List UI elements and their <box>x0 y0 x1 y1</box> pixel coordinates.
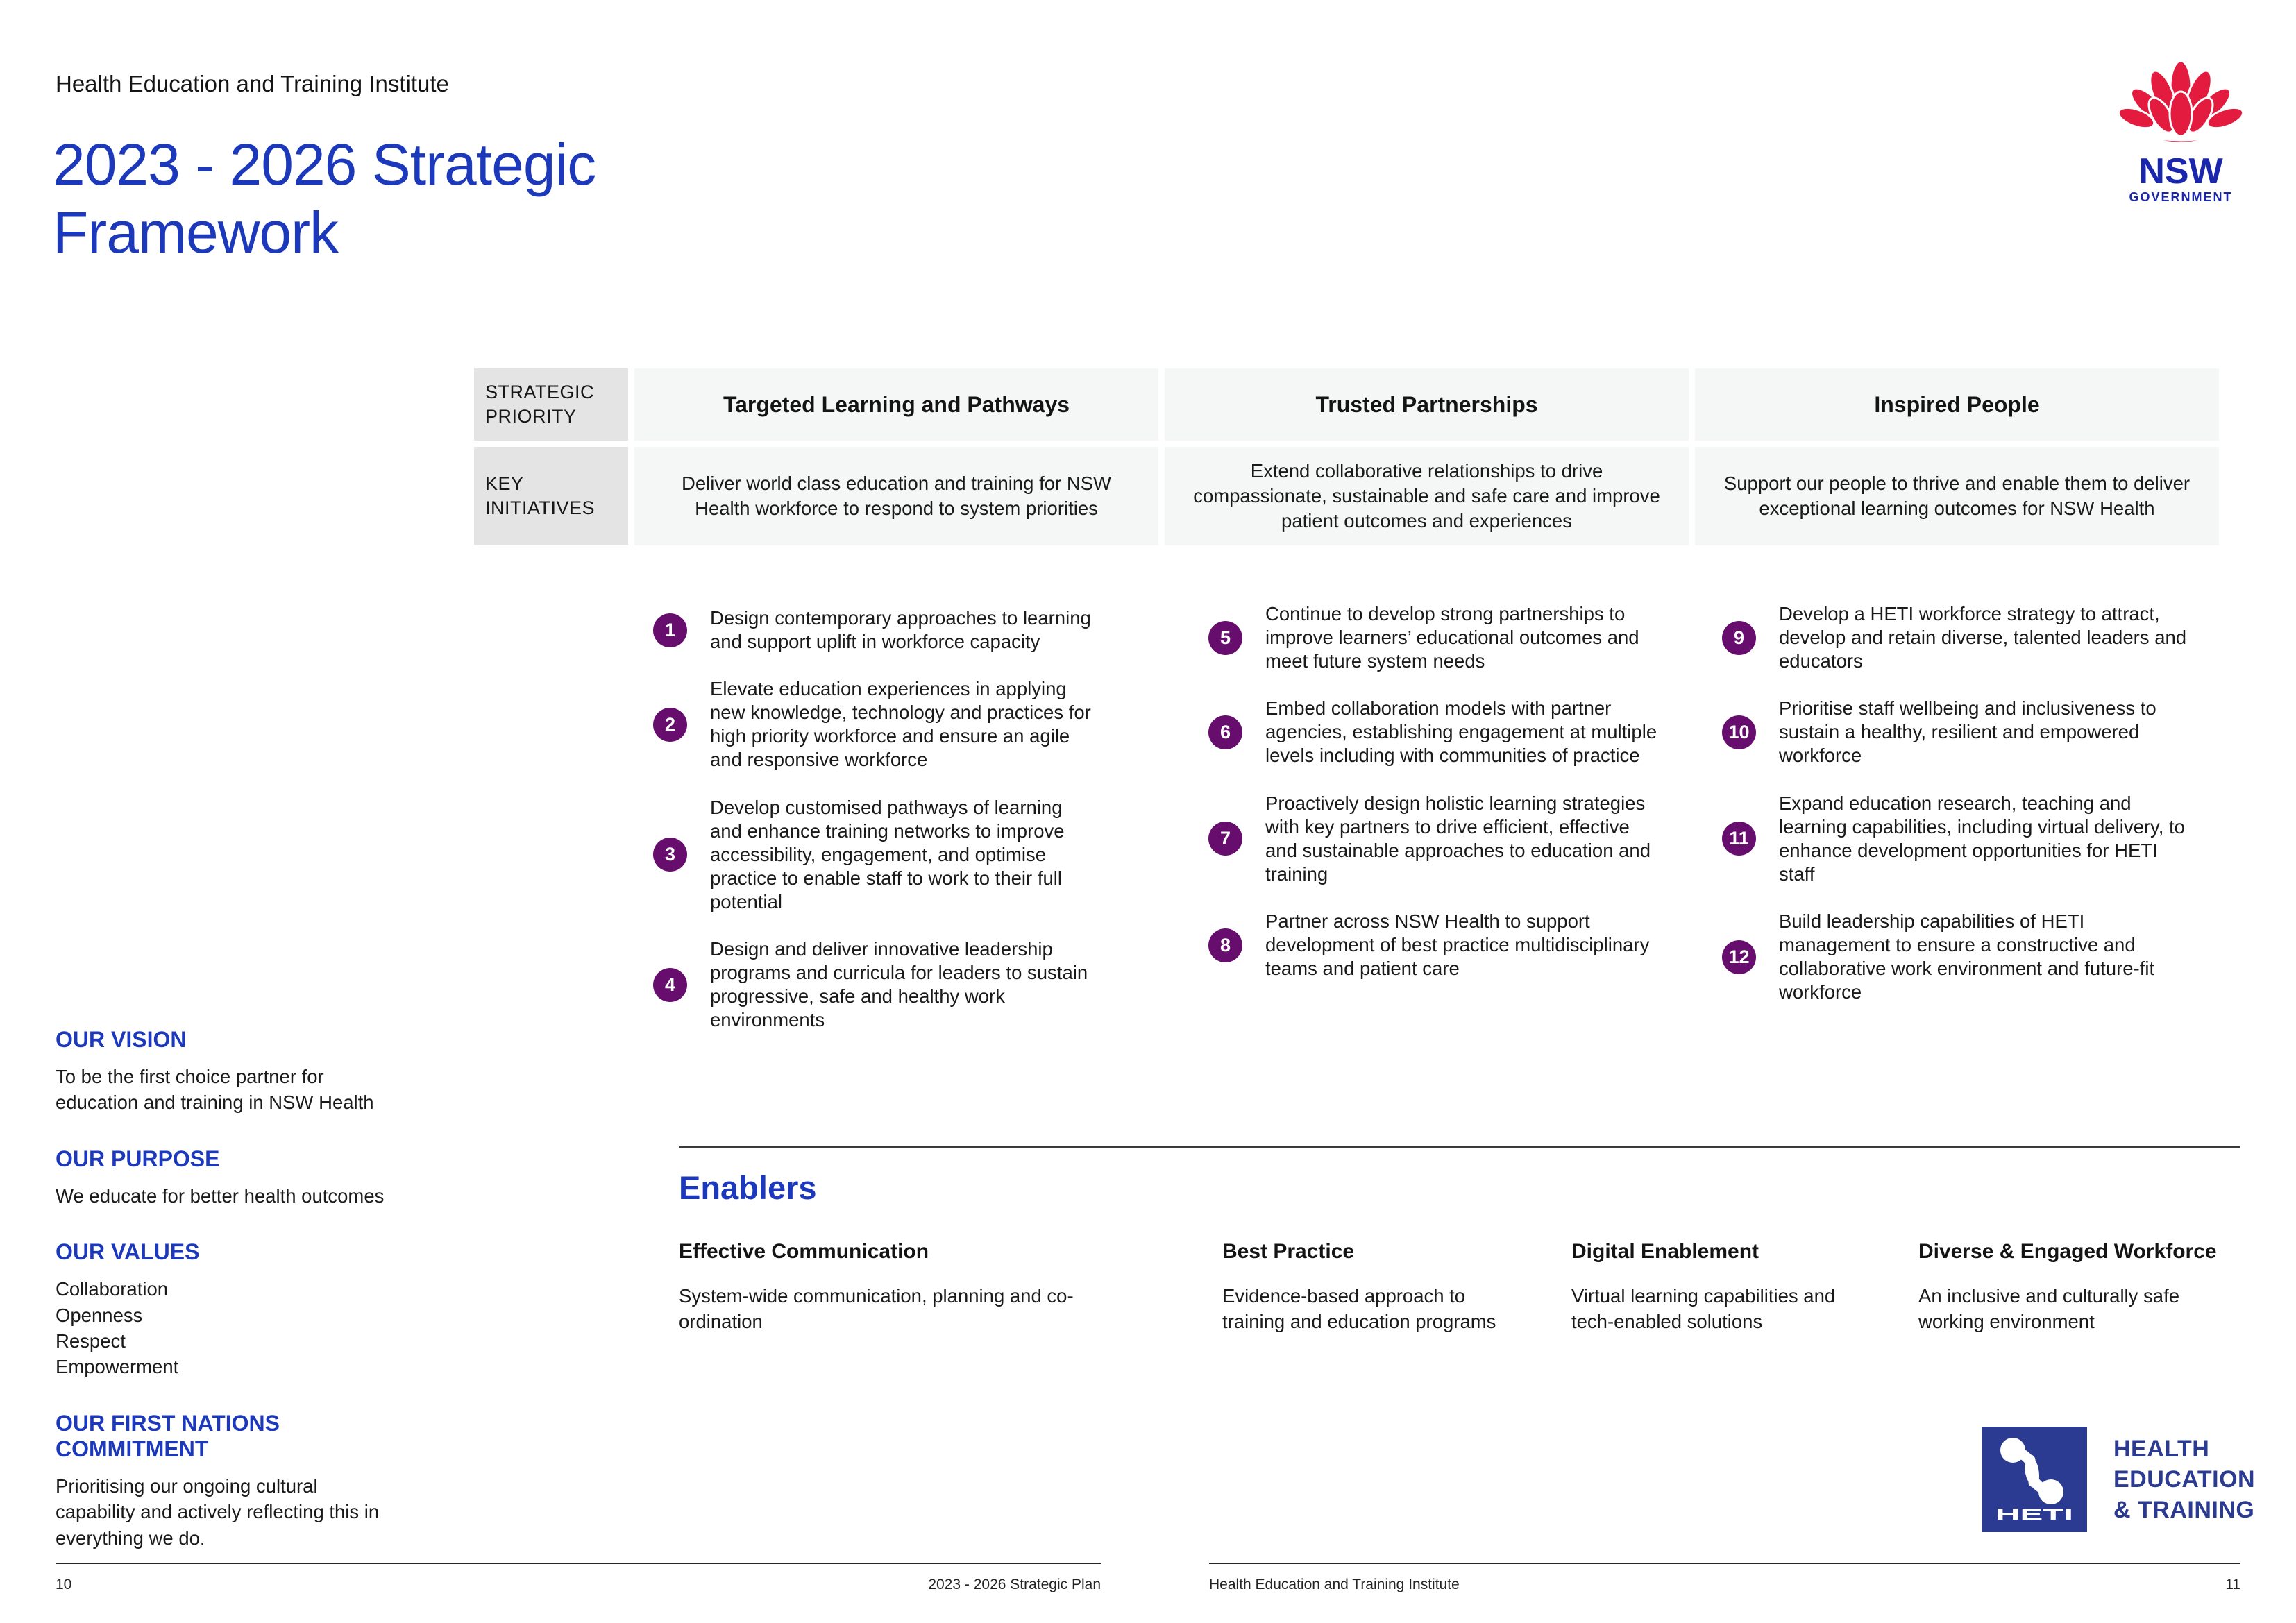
item-number-badge: 11 <box>1722 822 1756 856</box>
enabler-title: Effective Communication <box>679 1240 929 1263</box>
our-purpose-body: We educate for better health outcomes <box>56 1184 385 1207</box>
item-number-badge: 9 <box>1722 621 1756 655</box>
waratah-icon <box>2116 61 2246 143</box>
heti-word-line: HEALTH <box>2113 1435 2210 1462</box>
heti-word-line: EDUCATION <box>2113 1465 2256 1493</box>
first-nations-body: Prioritising our ongoing cultural capability and actively reflecting this in everything we do. <box>56 1475 380 1549</box>
item-text: Design contemporary approaches to learning and support uplift in workforce capacity <box>710 607 1091 653</box>
our-values-body <box>56 1276 392 1380</box>
enablers-section <box>679 1146 2240 1335</box>
institute-name: Health Education and Training Institute <box>56 71 449 96</box>
strategy-matrix <box>474 368 2219 545</box>
item-number-badge: 2 <box>653 708 687 742</box>
initiative-list-inspired-people <box>1722 602 2190 1004</box>
item-text: Embed collaboration models with partner agencies, establishing engagement at multiple levels including with communities of practice <box>1265 697 1657 767</box>
priority-trusted-partnerships: Trusted Partnerships <box>1165 368 1689 441</box>
page-title-line1: 2023 - 2026 Strategic <box>53 132 596 197</box>
enabler-body: An inclusive and culturally safe working environment <box>1918 1285 2180 1333</box>
enabler-title: Diverse & Engaged Workforce <box>1918 1240 2217 1263</box>
list-item <box>1722 792 2190 886</box>
list-item <box>1208 910 1657 980</box>
item-text: Build leadership capabilities of HETI management to ensure a constructive and collaborative work environment and future-fit workforce <box>1779 910 2155 1003</box>
list-item <box>653 937 1097 1032</box>
priority-inspired-people: Inspired People <box>1695 368 2219 441</box>
item-number-badge: 4 <box>653 968 687 1002</box>
enablers-heading: Enablers <box>679 1169 817 1206</box>
list-item <box>653 796 1097 914</box>
value-item: Empowerment <box>56 1356 179 1378</box>
list-item <box>1722 602 2190 673</box>
row-label-key-initiatives: KEY INITIATIVES <box>474 447 628 545</box>
enabler-title: Digital Enablement <box>1571 1240 1759 1263</box>
enablers-divider <box>679 1146 2240 1148</box>
page-title-line2: Framework <box>53 200 339 266</box>
item-text: Design and deliver innovative leadership programs and curricula for leaders to sustain progressive, safe and healthy work environments <box>710 938 1088 1031</box>
initiative-list-targeted-learning <box>653 606 1097 1032</box>
nsw-government-logo <box>2111 47 2250 214</box>
doc-title-right: Health Education and Training Institute <box>1209 1577 1460 1592</box>
item-text: Develop a HETI workforce strategy to attract, develop and retain diverse, talented leaders and educators <box>1779 603 2187 672</box>
item-number-badge: 1 <box>653 613 687 647</box>
list-item <box>1208 792 1657 886</box>
our-purpose-heading: OUR PURPOSE <box>56 1146 220 1171</box>
item-text: Expand education research, teaching and learning capabilities, including virtual delivery, to enhance development opportunities for HETI staff <box>1779 792 2185 885</box>
priority-targeted-learning: Targeted Learning and Pathways <box>634 368 1158 441</box>
our-vision-heading: OUR VISION <box>56 1027 187 1052</box>
list-item <box>1208 602 1657 673</box>
first-nations-heading: OUR FIRST NATIONS COMMITMENT <box>56 1410 280 1461</box>
enabler-best-practice <box>1222 1240 1571 1335</box>
list-item <box>1722 910 2190 1004</box>
row-label-strategic-priority: STRATEGIC PRIORITY <box>474 368 628 441</box>
doc-title-left: 2023 - 2026 Strategic Plan <box>928 1577 1101 1592</box>
item-text: Prioritise staff wellbeing and inclusiveness to sustain a healthy, resilient and empowered workforce <box>1779 697 2156 767</box>
initiative-list-trusted-partnerships <box>1208 602 1657 980</box>
footer-right-page <box>1209 1563 2240 1593</box>
nsw-logo-caption: GOVERNMENT <box>2129 190 2233 204</box>
item-text: Partner across NSW Health to support development of best practice multidisciplinary teams and patient care <box>1265 910 1650 980</box>
item-number-badge: 12 <box>1722 940 1756 974</box>
nsw-logo-acronym: NSW <box>2138 151 2223 192</box>
value-item: Respect <box>56 1329 126 1352</box>
list-item <box>653 606 1097 654</box>
value-item: Openness <box>56 1304 143 1326</box>
list-item <box>1722 697 2190 767</box>
item-number-badge: 8 <box>1208 928 1242 962</box>
page-title <box>53 130 596 267</box>
item-text: Elevate education experiences in applying new knowledge, technology and practices for high priority workforce and ensure an agile and responsive workforce <box>710 678 1091 771</box>
item-number-badge: 5 <box>1208 621 1242 655</box>
page-number-right: 11 <box>2225 1577 2240 1592</box>
our-vision-body: To be the first choice partner for education and training in NSW Health <box>56 1066 374 1114</box>
item-number-badge: 10 <box>1722 715 1756 749</box>
item-number-badge: 3 <box>653 838 687 872</box>
heti-logo-acronym: HETI <box>1995 1506 2073 1523</box>
enabler-body: System-wide communication, planning and co-ordination <box>679 1285 1074 1333</box>
footer-left-page <box>56 1563 1101 1593</box>
enabler-effective-communication <box>679 1240 1222 1335</box>
item-text: Proactively design holistic learning strategies with key partners to drive efficient, effective and sustainable approaches to education and training <box>1265 792 1651 885</box>
heti-logo-mark <box>1982 1427 2087 1532</box>
heti-word-line: & TRAINING <box>2113 1497 2255 1524</box>
our-values-heading: OUR VALUES <box>56 1239 200 1265</box>
enablers-grid <box>679 1240 2240 1335</box>
item-number-badge: 6 <box>1208 715 1242 749</box>
heti-logo-wordmark <box>2113 1434 2255 1526</box>
enabler-body: Virtual learning capabilities and tech-enabled solutions <box>1571 1285 1836 1333</box>
item-number-badge: 7 <box>1208 822 1242 856</box>
enabler-diverse-workforce <box>1918 1240 2240 1335</box>
list-item <box>1208 697 1657 767</box>
enabler-body: Evidence-based approach to training and education programs <box>1222 1285 1496 1333</box>
key-initiative-2: Extend collaborative relationships to drive compassionate, sustainable and safe care and improve patient outcomes and experiences <box>1165 447 1689 545</box>
list-item <box>653 677 1097 772</box>
key-initiative-1: Deliver world class education and training for NSW Health workforce to respond to system priorities <box>634 447 1158 545</box>
key-initiative-3: Support our people to thrive and enable them to deliver exceptional learning outcomes for NSW Health <box>1695 447 2219 545</box>
heti-logo <box>1982 1427 2255 1532</box>
page-number-left: 10 <box>56 1577 72 1592</box>
value-item: Collaboration <box>56 1278 169 1300</box>
enabler-title: Best Practice <box>1222 1240 1355 1263</box>
enabler-digital-enablement <box>1571 1240 1918 1335</box>
item-text: Develop customised pathways of learning and enhance training networks to improve accessibility, engagement, and optimise practice to enable staff to work to their full potential <box>710 796 1065 912</box>
vision-sidebar <box>56 1027 399 1581</box>
item-text: Continue to develop strong partnerships to improve learners’ educational outcomes and meet future system needs <box>1265 603 1639 672</box>
